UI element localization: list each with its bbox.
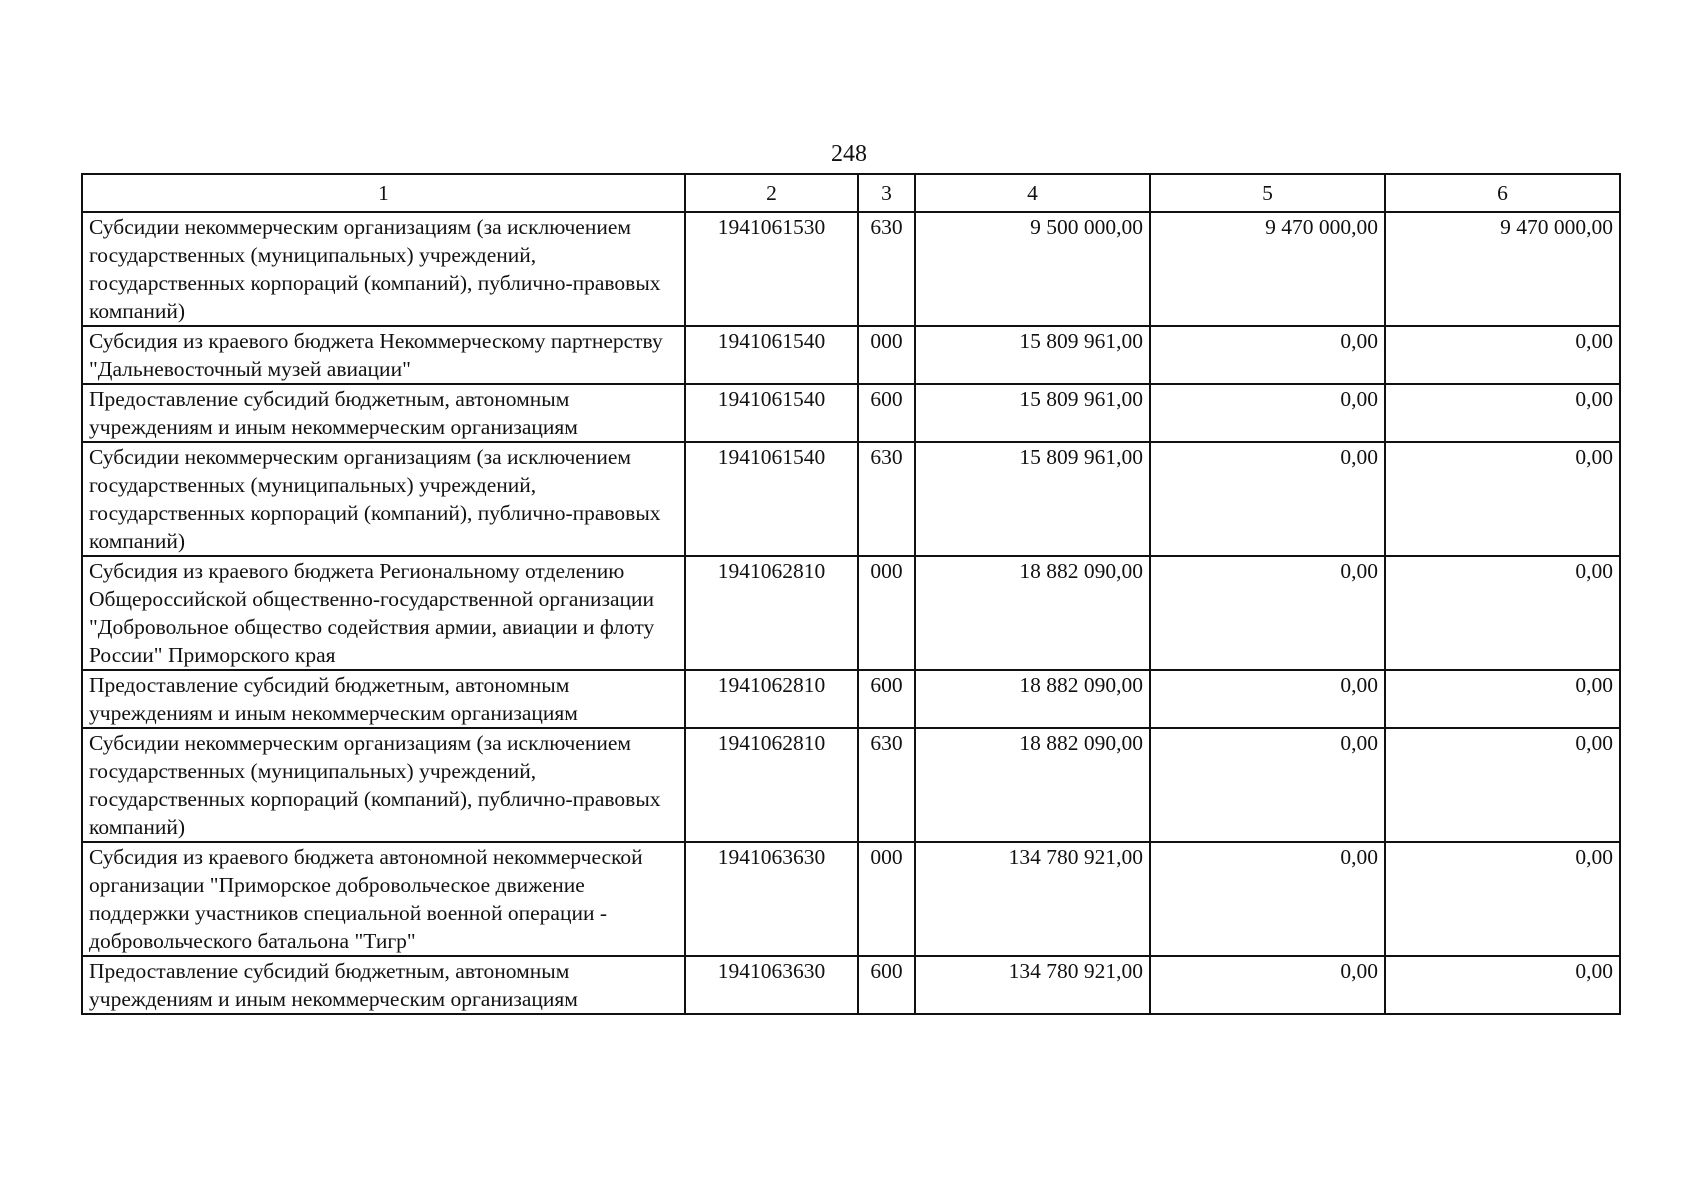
row-name: Субсидия из краевого бюджета Региональному отделению Общероссийской общественно-государственной организации "Добровольное общество содействия армии, авиации и флоту России" Приморского края <box>82 556 685 670</box>
row-name: Предоставление субсидий бюджетным, автономным учреждениям и иным некоммерческим организациям <box>82 956 685 1014</box>
row-amount-6: 0,00 <box>1385 728 1620 842</box>
column-header-5: 5 <box>1150 174 1385 212</box>
row-amount-6: 0,00 <box>1385 956 1620 1014</box>
row-target-code: 1941061540 <box>685 442 858 556</box>
row-expense-type: 600 <box>858 384 915 442</box>
row-amount-5: 0,00 <box>1150 442 1385 556</box>
row-target-code: 1941061540 <box>685 384 858 442</box>
row-expense-type: 630 <box>858 728 915 842</box>
column-header-4: 4 <box>915 174 1150 212</box>
row-name: Субсидия из краевого бюджета Некоммерческому партнерству "Дальневосточный музей авиации" <box>82 326 685 384</box>
row-amount-5: 0,00 <box>1150 384 1385 442</box>
page-number: 248 <box>831 141 867 167</box>
row-target-code: 1941063630 <box>685 842 858 956</box>
row-expense-type: 630 <box>858 212 915 326</box>
budget-table <box>81 173 1621 1015</box>
column-header-1: 1 <box>82 174 685 212</box>
row-target-code: 1941062810 <box>685 728 858 842</box>
row-name: Субсидия из краевого бюджета автономной некоммерческой организации "Приморское добровольческое движение поддержки участников специальной военной операции - добровольческого батальона "Тигр" <box>82 842 685 956</box>
row-amount-5: 0,00 <box>1150 842 1385 956</box>
row-amount-6: 0,00 <box>1385 384 1620 442</box>
row-expense-type: 600 <box>858 670 915 728</box>
row-amount-4: 134 780 921,00 <box>915 956 1150 1014</box>
column-header-3: 3 <box>858 174 915 212</box>
row-amount-5: 0,00 <box>1150 326 1385 384</box>
table-row <box>82 212 1620 326</box>
row-name: Предоставление субсидий бюджетным, автономным учреждениям и иным некоммерческим организациям <box>82 670 685 728</box>
row-amount-4: 18 882 090,00 <box>915 728 1150 842</box>
row-target-code: 1941061540 <box>685 326 858 384</box>
table-row <box>82 670 1620 728</box>
row-amount-5: 9 470 000,00 <box>1150 212 1385 326</box>
table-row <box>82 728 1620 842</box>
table-row <box>82 384 1620 442</box>
row-amount-6: 0,00 <box>1385 442 1620 556</box>
row-name: Субсидии некоммерческим организациям (за исключением государственных (муниципальных) учреждений, государственных корпораций (компаний), публично-правовых компаний) <box>82 212 685 326</box>
row-name: Субсидии некоммерческим организациям (за исключением государственных (муниципальных) учреждений, государственных корпораций (компаний), публично-правовых компаний) <box>82 728 685 842</box>
row-amount-4: 15 809 961,00 <box>915 384 1150 442</box>
row-amount-4: 18 882 090,00 <box>915 556 1150 670</box>
row-amount-5: 0,00 <box>1150 556 1385 670</box>
row-amount-4: 15 809 961,00 <box>915 442 1150 556</box>
row-expense-type: 000 <box>858 842 915 956</box>
row-target-code: 1941062810 <box>685 556 858 670</box>
row-amount-5: 0,00 <box>1150 670 1385 728</box>
row-amount-4: 15 809 961,00 <box>915 326 1150 384</box>
row-amount-6: 0,00 <box>1385 556 1620 670</box>
row-amount-5: 0,00 <box>1150 728 1385 842</box>
header-row <box>82 174 1620 212</box>
row-target-code: 1941061530 <box>685 212 858 326</box>
table-row <box>82 842 1620 956</box>
row-amount-6: 0,00 <box>1385 842 1620 956</box>
row-expense-type: 600 <box>858 956 915 1014</box>
column-header-6: 6 <box>1385 174 1620 212</box>
row-target-code: 1941063630 <box>685 956 858 1014</box>
row-amount-4: 134 780 921,00 <box>915 842 1150 956</box>
row-expense-type: 000 <box>858 556 915 670</box>
table-row <box>82 442 1620 556</box>
row-name: Субсидии некоммерческим организациям (за исключением государственных (муниципальных) учреждений, государственных корпораций (компаний), публично-правовых компаний) <box>82 442 685 556</box>
row-amount-6: 0,00 <box>1385 670 1620 728</box>
row-amount-6: 0,00 <box>1385 326 1620 384</box>
row-expense-type: 630 <box>858 442 915 556</box>
column-header-2: 2 <box>685 174 858 212</box>
table-row <box>82 326 1620 384</box>
row-expense-type: 000 <box>858 326 915 384</box>
table-row <box>82 956 1620 1014</box>
row-target-code: 1941062810 <box>685 670 858 728</box>
row-amount-4: 18 882 090,00 <box>915 670 1150 728</box>
row-amount-6: 9 470 000,00 <box>1385 212 1620 326</box>
table-row <box>82 556 1620 670</box>
row-amount-5: 0,00 <box>1150 956 1385 1014</box>
row-amount-4: 9 500 000,00 <box>915 212 1150 326</box>
row-name: Предоставление субсидий бюджетным, автономным учреждениям и иным некоммерческим организациям <box>82 384 685 442</box>
